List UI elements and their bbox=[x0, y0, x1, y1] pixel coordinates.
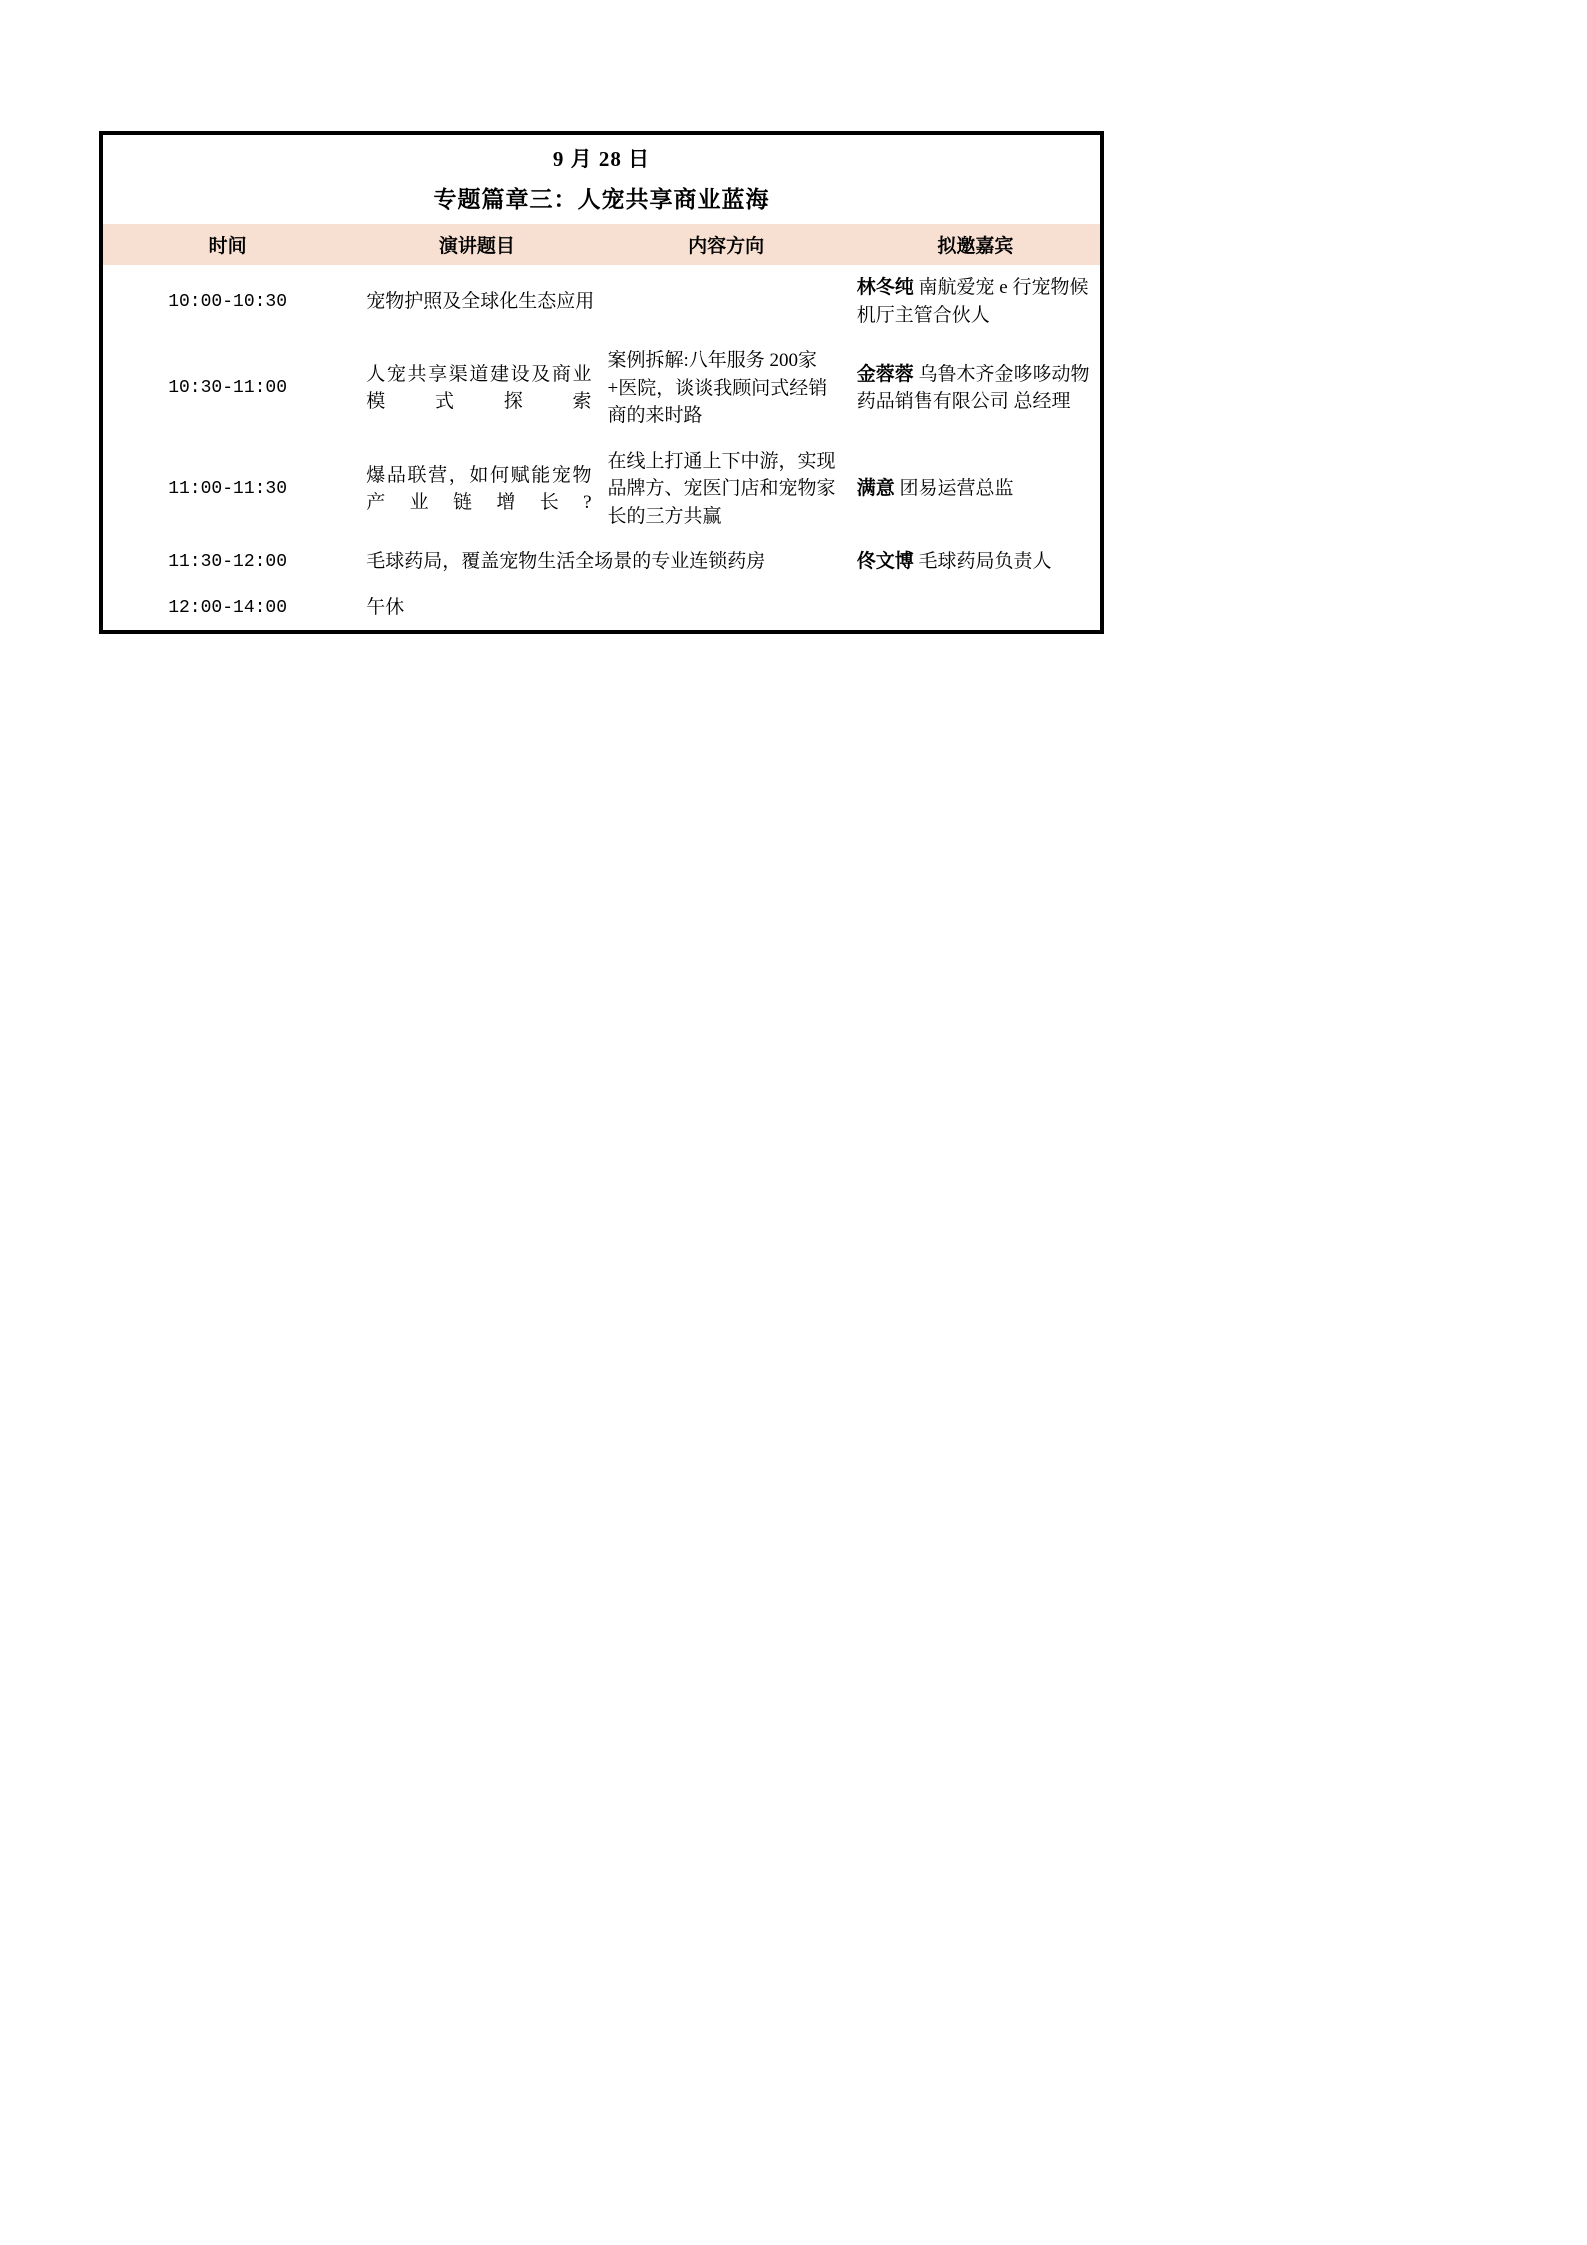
cell-guest bbox=[851, 439, 1100, 540]
guest-name: 金蓉蓉 bbox=[856, 363, 914, 385]
table-row bbox=[103, 265, 1100, 338]
cell-guest bbox=[851, 539, 1100, 585]
cell-topic: 宠物护照及全球化生态应用 bbox=[366, 290, 595, 312]
cell-time: 12:00-14:00 bbox=[168, 597, 288, 618]
table-row bbox=[103, 338, 1100, 439]
section-title-row bbox=[103, 179, 1100, 224]
cell-topic: 午休 bbox=[366, 596, 405, 618]
cell-topic: 爆品联营，如何赋能宠物产业链增长? bbox=[366, 464, 592, 514]
column-header-topic: 演讲题目 bbox=[352, 224, 601, 265]
cell-content: 案例拆解:八年服务 200家+医院，谈谈我顾问式经销商的来时路 bbox=[607, 350, 828, 427]
column-header-guest: 拟邀嘉宾 bbox=[851, 224, 1100, 265]
guest-title: 毛球药局负责人 bbox=[918, 551, 1052, 573]
date-title-row bbox=[103, 135, 1100, 179]
agenda-table-inner bbox=[103, 135, 1100, 630]
cell-topic: 人宠共享渠道建设及商业模式探索 bbox=[366, 363, 592, 413]
guest-title: 南航爱宠 e 行宠物候机厅主管合伙人 bbox=[856, 277, 1089, 326]
cell-content: 在线上打通上下中游，实现品牌方、宠医门店和宠物家长的三方共赢 bbox=[607, 450, 836, 527]
guest-name: 佟文博 bbox=[856, 551, 914, 573]
table-row bbox=[103, 585, 1100, 631]
cell-guest bbox=[851, 338, 1100, 439]
guest-name: 满意 bbox=[856, 478, 895, 500]
column-header-content: 内容方向 bbox=[602, 224, 851, 265]
section-title: 专题篇章三：人宠共享商业蓝海 bbox=[433, 187, 770, 212]
guest-name: 林冬纯 bbox=[856, 277, 914, 298]
table-row bbox=[103, 439, 1100, 540]
cell-topic: 毛球药局，覆盖宠物生活全场景的专业连锁药房 bbox=[366, 551, 766, 573]
guest-title: 团易运营总监 bbox=[899, 478, 1014, 500]
column-header-time: 时间 bbox=[103, 224, 352, 265]
cell-time: 11:30-12:00 bbox=[168, 552, 288, 573]
cell-guest bbox=[851, 265, 1100, 338]
cell-time: 11:00-11:30 bbox=[168, 479, 288, 499]
agenda-table bbox=[99, 131, 1104, 634]
cell-time: 10:30-11:00 bbox=[168, 378, 288, 399]
table-row bbox=[103, 539, 1100, 585]
column-header-row bbox=[103, 224, 1100, 265]
guest-title: 乌鲁木齐金哆哆动物药品销售有限公司 总经理 bbox=[856, 363, 1090, 413]
date-title: 9 月 28 日 bbox=[552, 147, 651, 171]
cell-time: 10:00-10:30 bbox=[168, 291, 288, 312]
